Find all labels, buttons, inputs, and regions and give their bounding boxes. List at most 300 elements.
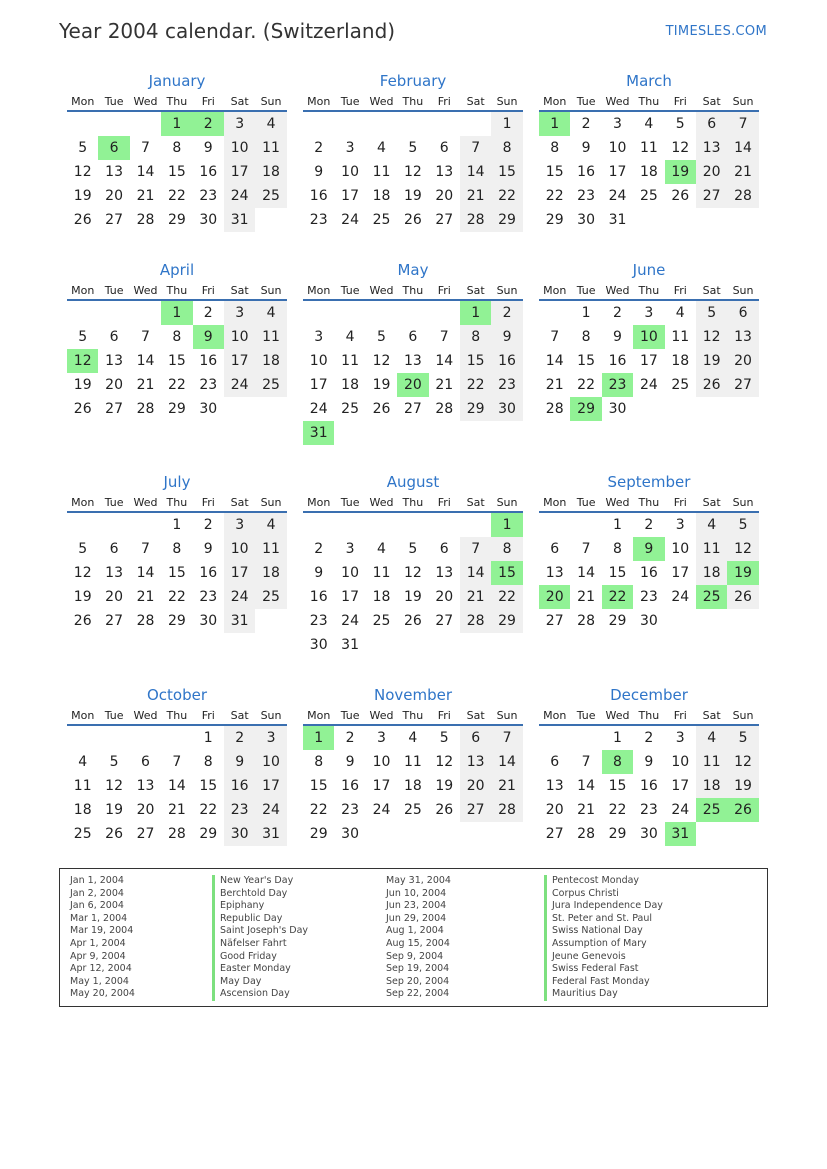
day-cell: 23	[639, 589, 658, 605]
empty-cell	[696, 609, 727, 633]
day-cell: 9	[644, 754, 654, 770]
day-cell: 17	[341, 589, 359, 605]
day-cell: 16	[199, 353, 218, 369]
holiday-name: Jura Independence Day	[544, 900, 663, 913]
day-cell: 19	[403, 188, 422, 204]
day-cell: 30	[341, 826, 359, 842]
month-march	[539, 72, 759, 232]
day-cell: 6	[460, 726, 491, 750]
day-cell: 1	[613, 517, 622, 533]
empty-cell	[130, 301, 161, 325]
day-cell: 3	[345, 140, 355, 156]
day-cell: 22	[167, 188, 186, 204]
empty-cell	[727, 397, 758, 421]
holiday-date: Mar 19, 2004	[70, 925, 134, 937]
weekday-label: Wed	[133, 95, 158, 108]
day-cell: 1	[581, 305, 591, 321]
day-cell: 4	[675, 305, 685, 321]
day-cell: 3	[675, 517, 685, 533]
day-cell: 14	[167, 778, 186, 794]
empty-cell	[366, 301, 397, 325]
weekday-label: Thu	[166, 284, 188, 297]
empty-cell	[366, 633, 397, 657]
day-cell: 19	[105, 802, 123, 818]
month-april	[67, 261, 287, 421]
day-grid	[303, 112, 523, 232]
day-cell: 14	[136, 353, 155, 369]
day-grid	[67, 513, 287, 633]
day-cell: 2	[613, 305, 622, 321]
day-cell: 20	[696, 160, 727, 184]
day-cell: 14	[460, 160, 491, 184]
day-cell: 8	[550, 140, 560, 156]
day-cell: 18	[696, 561, 727, 585]
holiday-date: Sep 19, 2004	[386, 963, 450, 975]
day-cell: 10	[309, 353, 328, 369]
day-cell: 28	[577, 826, 595, 842]
weekday-label: Fri	[201, 95, 215, 108]
day-cell: 16	[608, 353, 627, 369]
day-cell: 21	[136, 377, 155, 393]
day-cell: 18	[372, 188, 391, 204]
day-cell: 26	[696, 373, 727, 397]
day-cell: 30	[577, 212, 595, 228]
day-cell: 26	[727, 585, 758, 609]
holiday-day-cell: 20	[397, 373, 428, 397]
holiday-name: New Year's Day	[212, 875, 308, 888]
day-cell: 7	[141, 541, 150, 557]
day-cell: 22	[199, 802, 218, 818]
day-cell: 11	[255, 136, 286, 160]
empty-cell	[429, 112, 460, 136]
day-cell: 2	[581, 116, 591, 132]
weekday-label: Fri	[437, 284, 451, 297]
day-cell: 10	[255, 750, 286, 774]
weekday-label: Wed	[133, 709, 158, 722]
weekday-label: Sun	[496, 709, 518, 722]
day-cell: 29	[608, 613, 627, 629]
day-cell: 25	[639, 188, 658, 204]
day-cell: 14	[435, 353, 454, 369]
day-cell: 12	[73, 565, 92, 581]
weekday-label: Mon	[543, 95, 567, 108]
weekday-label: Mon	[71, 95, 95, 108]
day-cell: 29	[545, 212, 564, 228]
holiday-date: Jun 29, 2004	[386, 912, 447, 924]
day-cell: 22	[491, 585, 522, 609]
holiday-date: Aug 1, 2004	[386, 925, 444, 937]
month-name: February	[379, 72, 447, 90]
day-cell: 30	[491, 397, 522, 421]
day-cell: 21	[460, 184, 491, 208]
day-cell: 11	[372, 164, 391, 180]
day-cell: 12	[73, 164, 92, 180]
day-cell: 14	[577, 778, 595, 794]
day-cell: 28	[545, 401, 564, 417]
day-cell: 25	[403, 802, 422, 818]
holiday-day-cell: 1	[539, 112, 570, 136]
month-may	[303, 261, 523, 445]
day-cell: 11	[73, 778, 92, 794]
empty-cell	[460, 421, 491, 445]
day-cell: 18	[671, 353, 690, 369]
day-cell: 16	[309, 589, 328, 605]
empty-cell	[67, 513, 98, 537]
day-cell: 6	[696, 112, 727, 136]
day-cell: 17	[224, 561, 255, 585]
day-cell: 10	[671, 541, 690, 557]
holiday-day-cell: 20	[539, 585, 570, 609]
day-cell: 26	[73, 401, 92, 417]
weekday-label: Sun	[732, 709, 754, 722]
day-cell: 6	[550, 754, 560, 770]
weekday-label: Thu	[638, 95, 660, 108]
weekday-label: Sun	[260, 709, 282, 722]
weekday-label: Tue	[104, 95, 124, 108]
holiday-date: May 1, 2004	[70, 975, 129, 987]
weekday-header	[303, 496, 523, 513]
weekday-label: Sun	[732, 284, 754, 297]
weekday-label: Mon	[307, 95, 331, 108]
day-cell: 17	[224, 160, 255, 184]
day-cell: 5	[377, 329, 386, 345]
day-cell: 12	[696, 325, 727, 349]
weekday-label: Sat	[466, 709, 485, 722]
day-cell: 5	[78, 329, 88, 345]
empty-cell	[491, 633, 522, 657]
day-cell: 30	[608, 401, 627, 417]
empty-cell	[224, 397, 255, 421]
month-name: August	[386, 473, 440, 491]
day-cell: 27	[105, 613, 123, 629]
weekday-label: Mon	[307, 496, 331, 509]
holiday-name: Näfelser Fahrt	[212, 938, 308, 951]
weekday-label: Thu	[402, 496, 424, 509]
day-cell: 17	[341, 188, 359, 204]
weekday-label: Thu	[402, 95, 424, 108]
day-cell: 13	[105, 565, 123, 581]
day-cell: 24	[309, 401, 328, 417]
weekday-label: Mon	[543, 496, 567, 509]
month-name: March	[626, 72, 672, 90]
weekday-label: Fri	[673, 496, 687, 509]
weekday-label: Sat	[466, 95, 485, 108]
day-cell: 3	[377, 730, 386, 746]
day-cell: 13	[460, 750, 491, 774]
day-cell: 26	[435, 802, 454, 818]
weekday-header	[539, 709, 759, 726]
weekday-label: Fri	[437, 95, 451, 108]
day-cell: 18	[696, 774, 727, 798]
day-cell: 27	[435, 613, 454, 629]
weekday-label: Sat	[702, 284, 721, 297]
month-name: September	[607, 473, 691, 491]
day-cell: 6	[141, 754, 150, 770]
weekday-label: Fri	[437, 496, 451, 509]
holiday-name: Swiss Federal Fast	[544, 963, 663, 976]
day-cell: 6	[408, 329, 418, 345]
empty-cell	[366, 822, 397, 846]
weekday-label: Sun	[496, 496, 518, 509]
day-cell: 28	[577, 613, 595, 629]
day-cell: 23	[309, 613, 328, 629]
weekday-label: Sun	[732, 95, 754, 108]
holiday-day-cell: 10	[633, 325, 664, 349]
day-cell: 26	[105, 826, 123, 842]
empty-cell	[98, 726, 129, 750]
empty-cell	[303, 301, 334, 325]
day-cell: 23	[199, 589, 218, 605]
holiday-date: Sep 9, 2004	[386, 950, 444, 962]
day-grid	[67, 726, 287, 846]
day-cell: 9	[491, 325, 522, 349]
day-cell: 10	[671, 754, 690, 770]
weekday-header	[539, 284, 759, 301]
day-cell: 29	[608, 826, 627, 842]
day-cell: 27	[105, 212, 123, 228]
holiday-date: May 31, 2004	[386, 875, 451, 886]
day-cell: 28	[491, 798, 522, 822]
empty-cell	[665, 609, 696, 633]
day-cell: 13	[696, 136, 727, 160]
day-cell: 5	[78, 140, 88, 156]
weekday-label: Wed	[605, 496, 630, 509]
month-name: June	[632, 261, 666, 279]
brand-link[interactable]: TIMESLES.COM	[665, 24, 767, 39]
day-cell: 5	[109, 754, 119, 770]
empty-cell	[255, 609, 286, 633]
day-cell: 17	[309, 377, 328, 393]
weekday-label: Wed	[605, 709, 630, 722]
day-cell: 13	[545, 565, 564, 581]
day-cell: 29	[309, 826, 328, 842]
day-cell: 12	[671, 140, 690, 156]
day-cell: 30	[224, 822, 255, 846]
day-cell: 7	[460, 537, 491, 561]
month-name: July	[163, 473, 191, 491]
empty-cell	[130, 112, 161, 136]
empty-cell	[366, 421, 397, 445]
holiday-day-cell: 26	[727, 798, 758, 822]
day-cell: 29	[199, 826, 218, 842]
day-cell: 29	[167, 613, 186, 629]
empty-cell	[429, 513, 460, 537]
day-cell: 27	[545, 826, 564, 842]
day-cell: 20	[460, 774, 491, 798]
day-cell: 9	[203, 140, 213, 156]
weekday-label: Tue	[576, 95, 596, 108]
day-cell: 7	[172, 754, 182, 770]
weekday-label: Thu	[638, 496, 660, 509]
day-cell: 12	[403, 565, 422, 581]
holiday-day-cell: 25	[696, 798, 727, 822]
holiday-date: Jun 23, 2004	[386, 900, 447, 912]
day-cell: 23	[199, 188, 218, 204]
day-cell: 22	[545, 188, 564, 204]
month-january	[67, 72, 287, 232]
empty-cell	[67, 112, 98, 136]
day-cell: 8	[172, 329, 182, 345]
holiday-date: Apr 12, 2004	[70, 963, 132, 975]
weekday-header	[67, 284, 287, 301]
day-cell: 18	[341, 377, 359, 393]
day-cell: 23	[224, 798, 255, 822]
holiday-name: St. Peter and St. Paul	[544, 913, 663, 926]
holiday-date: Apr 1, 2004	[70, 937, 126, 949]
day-cell: 8	[491, 136, 522, 160]
day-cell: 18	[255, 561, 286, 585]
day-cell: 22	[491, 184, 522, 208]
weekday-label: Sat	[466, 496, 485, 509]
day-cell: 7	[550, 329, 560, 345]
month-june	[539, 261, 759, 421]
day-grid	[303, 301, 523, 445]
holiday-name: Swiss National Day	[544, 925, 663, 938]
day-cell: 16	[577, 164, 595, 180]
day-cell: 30	[199, 212, 218, 228]
day-cell: 28	[460, 609, 491, 633]
weekday-label: Sun	[496, 284, 518, 297]
weekday-label: Fri	[201, 284, 215, 297]
holiday-name: Corpus Christi	[544, 888, 663, 901]
empty-cell	[130, 726, 161, 750]
empty-cell	[397, 421, 428, 445]
weekday-header	[539, 496, 759, 513]
empty-cell	[429, 421, 460, 445]
weekday-label: Sat	[702, 95, 721, 108]
weekday-label: Sun	[260, 496, 282, 509]
day-cell: 5	[439, 730, 449, 746]
weekday-label: Sat	[230, 496, 249, 509]
day-cell: 15	[167, 353, 186, 369]
day-cell: 14	[460, 561, 491, 585]
empty-cell	[334, 112, 365, 136]
day-cell: 21	[136, 589, 155, 605]
weekday-label: Mon	[543, 709, 567, 722]
day-cell: 2	[491, 301, 522, 325]
day-cell: 11	[403, 754, 422, 770]
holiday-date: Sep 22, 2004	[386, 988, 450, 1000]
day-cell: 20	[727, 349, 758, 373]
day-cell: 13	[403, 353, 422, 369]
weekday-label: Sat	[230, 95, 249, 108]
day-cell: 24	[255, 798, 286, 822]
empty-cell	[334, 421, 365, 445]
day-cell: 13	[105, 353, 123, 369]
empty-cell	[570, 726, 601, 750]
day-cell: 2	[644, 517, 654, 533]
day-cell: 20	[435, 589, 454, 605]
weekday-label: Fri	[201, 709, 215, 722]
day-cell: 24	[372, 802, 391, 818]
weekday-label: Tue	[104, 709, 124, 722]
day-cell: 3	[255, 726, 286, 750]
empty-cell	[161, 726, 192, 750]
day-cell: 7	[581, 541, 591, 557]
day-cell: 16	[639, 565, 658, 581]
weekday-header	[303, 709, 523, 726]
day-cell: 6	[439, 541, 449, 557]
empty-cell	[696, 397, 727, 421]
day-cell: 14	[545, 353, 564, 369]
day-cell: 21	[435, 377, 454, 393]
day-cell: 4	[377, 541, 386, 557]
day-cell: 18	[372, 589, 391, 605]
day-cell: 13	[435, 565, 454, 581]
day-cell: 29	[491, 208, 522, 232]
day-cell: 21	[136, 188, 155, 204]
weekday-label: Sat	[466, 284, 485, 297]
holiday-day-cell: 9	[633, 537, 664, 561]
day-cell: 2	[644, 730, 654, 746]
day-cell: 13	[435, 164, 454, 180]
holiday-day-cell: 1	[161, 301, 192, 325]
holiday-day-cell: 1	[460, 301, 491, 325]
day-grid	[303, 513, 523, 657]
day-cell: 4	[345, 329, 355, 345]
holiday-date: Jan 6, 2004	[70, 900, 124, 912]
day-cell: 4	[377, 140, 386, 156]
day-cell: 7	[141, 140, 150, 156]
weekday-label: Wed	[369, 284, 394, 297]
day-cell: 21	[491, 774, 522, 798]
day-cell: 4	[255, 513, 286, 537]
day-cell: 11	[341, 353, 359, 369]
weekday-label: Mon	[307, 709, 331, 722]
holiday-day-cell: 1	[491, 513, 522, 537]
holiday-day-cell: 8	[602, 750, 633, 774]
day-cell: 28	[136, 613, 155, 629]
holiday-names-column-1	[212, 875, 308, 1001]
day-cell: 15	[167, 164, 186, 180]
day-cell: 30	[309, 637, 328, 653]
day-cell: 3	[644, 305, 654, 321]
day-cell: 19	[435, 778, 454, 794]
page-title: Year 2004 calendar. (Switzerland)	[59, 19, 396, 43]
holiday-day-cell: 12	[67, 349, 98, 373]
day-cell: 29	[491, 609, 522, 633]
day-cell: 21	[460, 585, 491, 609]
day-cell: 27	[727, 373, 758, 397]
day-cell: 20	[105, 188, 123, 204]
day-cell: 15	[491, 160, 522, 184]
day-cell: 15	[577, 353, 595, 369]
day-cell: 13	[727, 325, 758, 349]
day-cell: 13	[105, 164, 123, 180]
day-cell: 11	[696, 750, 727, 774]
day-cell: 27	[105, 401, 123, 417]
day-cell: 19	[696, 349, 727, 373]
weekday-label: Sat	[702, 709, 721, 722]
holiday-name: Epiphany	[212, 900, 308, 913]
empty-cell	[460, 822, 491, 846]
empty-cell	[397, 822, 428, 846]
day-cell: 3	[675, 730, 685, 746]
day-cell: 16	[224, 774, 255, 798]
empty-cell	[491, 421, 522, 445]
weekday-label: Tue	[576, 496, 596, 509]
day-cell: 2	[224, 726, 255, 750]
day-cell: 13	[545, 778, 564, 794]
weekday-label: Mon	[307, 284, 331, 297]
holiday-day-cell: 23	[602, 373, 633, 397]
day-cell: 5	[675, 116, 685, 132]
day-cell: 16	[199, 164, 218, 180]
day-cell: 9	[581, 140, 591, 156]
day-cell: 28	[167, 826, 186, 842]
month-september	[539, 473, 759, 633]
weekday-label: Wed	[605, 95, 630, 108]
